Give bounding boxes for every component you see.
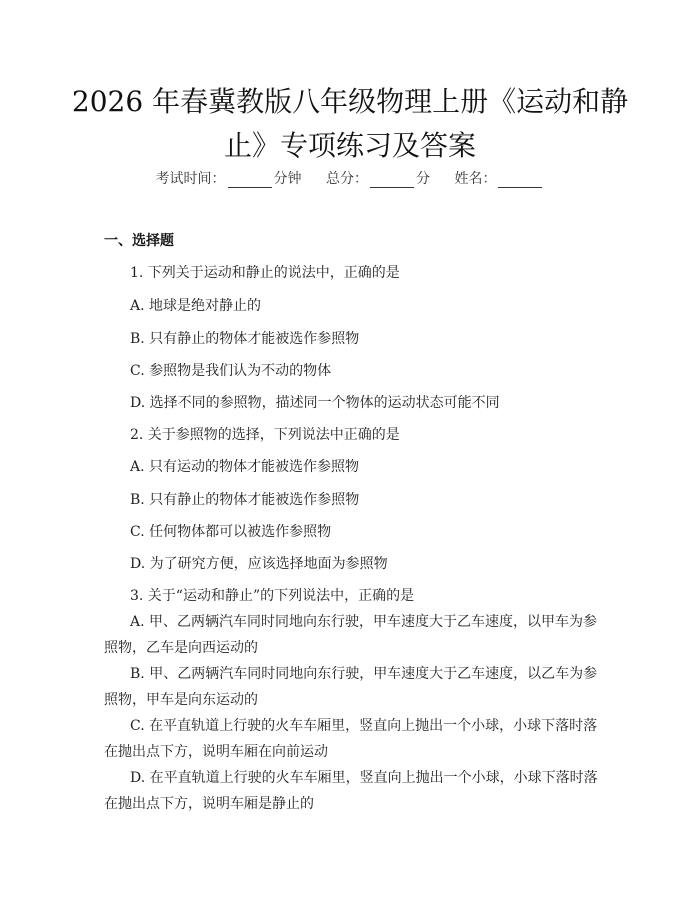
title-line-1: 2026 年春冀教版八年级物理上册《运动和静 (71, 85, 629, 118)
question-2-stem: 2. 关于参照物的选择，下列说法中正确的是 (130, 427, 400, 443)
question-1-stem: 1. 下列关于运动和静止的说法中，正确的是 (130, 265, 400, 281)
total-score-unit: 分 (416, 171, 430, 187)
question-3-option-c: C. 在平直轨道上行驶的火车车厢里，竖直向上抛出一个小球，小球下落时落在抛出点下方，说明车厢在向前运动 (104, 718, 598, 760)
question-1-option-b: B. 只有静止的物体才能被选作参照物 (130, 331, 360, 347)
page-title (60, 80, 640, 168)
question-2-option-b: B. 只有静止的物体才能被选作参照物 (130, 492, 360, 508)
question-3-option-b: B. 甲、乙两辆汽车同时同地向东行驶，甲车速度大于乙车速度，以乙车为参照物，甲车是向东运动的 (104, 666, 598, 708)
question-2-option-d: D. 为了研究方便，应该选择地面为参照物 (130, 556, 388, 572)
student-name-field (454, 168, 544, 188)
student-name-label: 姓名： (454, 171, 497, 187)
exam-time-blank (228, 173, 272, 188)
question-2-option-a: A. 只有运动的物体才能被选作参照物 (130, 459, 360, 475)
student-name-blank (498, 173, 542, 188)
exam-time-unit: 分钟 (273, 171, 302, 187)
question-3-stem: 3. 关于“运动和静止”的下列说法中，正确的是 (130, 588, 415, 604)
question-3-option-d: D. 在平直轨道上行驶的火车车厢里，竖直向上抛出一个小球，小球下落时落在抛出点下方，说明车厢是静止的 (104, 770, 598, 812)
exam-time-label: 考试时间： (155, 171, 226, 187)
question-3-option-a: A. 甲、乙两辆汽车同时同地向东行驶，甲车速度大于乙车速度，以甲车为参照物，乙车是向西运动的 (104, 614, 598, 656)
exam-time-field (156, 168, 302, 188)
question-1-option-c: C. 参照物是我们认为不动的物体 (130, 363, 332, 379)
question-1-option-a: A. 地球是绝对静止的 (130, 298, 262, 314)
question-2-option-c: C. 任何物体都可以被选作参照物 (130, 524, 332, 540)
question-1-option-d: D. 选择不同的参照物，描述同一个物体的运动状态可能不同 (130, 395, 500, 411)
exam-meta (0, 168, 700, 188)
total-score-blank (370, 173, 414, 188)
total-score-field (326, 168, 430, 188)
title-line-2: 止》专项练习及答案 (223, 129, 476, 162)
total-score-label: 总分： (326, 171, 368, 187)
section-heading: 一、选择题 (104, 233, 174, 249)
